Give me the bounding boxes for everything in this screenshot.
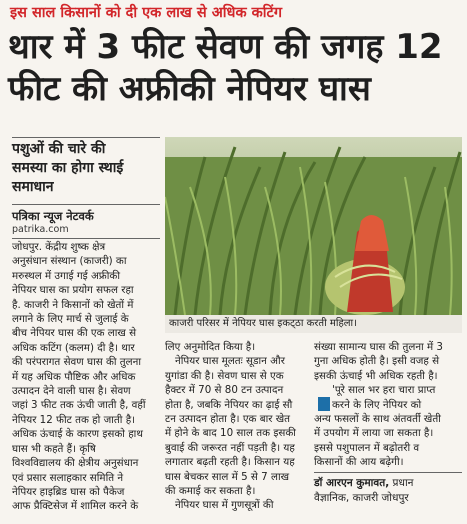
col1-line: नेपियर घास का प्रयोग सफल रहा <box>12 284 134 297</box>
deck-rule <box>12 204 160 205</box>
grass-photo <box>165 137 462 315</box>
col1-line: है. काजरी ने किसानों को खेतों में <box>12 298 134 311</box>
quote-icon <box>318 397 330 411</box>
col1-line: जोधपुर. केंद्रीय शुष्क क्षेत्र <box>12 241 106 253</box>
headline-line-2: फीट की अफ्रीकी नेपियर घास <box>8 69 371 109</box>
col2-line: युगांडा की है। सेवण घास से एक <box>165 369 284 382</box>
deck <box>12 140 160 197</box>
col2-line: घास बेचकर साल में 5 से 7 लाख <box>165 470 290 483</box>
col2-line: की कमाई कर सकता है। <box>165 485 256 498</box>
col2-line: लिए अनुमोदित किया है। <box>165 341 256 353</box>
col3-line: इससे पशुपालन में बढ़ोतरी व <box>314 441 420 454</box>
signature-name: डॉ आरएन कुमावत, <box>314 477 390 489</box>
column-1 <box>12 240 160 514</box>
col3-line: गुना अधिक होती है। इसी वजह से <box>314 355 440 368</box>
top-rule <box>12 137 160 138</box>
column-2 <box>165 340 307 513</box>
deck-line-1: पशुओं की चारे की <box>12 141 106 157</box>
col2-line: टन उत्पादन होता है। एक बार खेत <box>165 413 291 426</box>
col2-line: में होने के बाद 10 साल तक इसकी <box>165 427 296 440</box>
signature-rule <box>314 472 462 473</box>
kicker-line: इस साल किसानों को दी एक लाख से अधिक कटिंग <box>10 5 282 21</box>
col3-line: में उपयोग में लाया जा सकता है। <box>314 427 434 440</box>
col1-line: घास भी कहते हैं। कृषि <box>12 442 96 455</box>
byline-rule <box>12 238 160 239</box>
col1-line: अनुसंधान संस्थान (काजरी) का <box>12 255 127 268</box>
col1-line: एवं प्रसार सलाहकार समिति ने <box>12 471 124 484</box>
col1-line: नेपियर 12 फीट तक हो जाती है। <box>12 413 136 426</box>
col1-line: मरुस्थल में उगाई गई अफ्रीकी <box>12 269 120 282</box>
col2-line: होता है, जबकि नेपियर का ढ़ाई सौ <box>165 398 293 411</box>
col2-line: हैक्टर में 70 से 80 टन उत्पादन <box>165 384 284 397</box>
col2-line: बुवाई की जरूरत नहीं पड़ती है। यह <box>165 441 295 454</box>
col2-line: नेपियर घास मूलतः सूडान और <box>175 355 285 368</box>
deck-line-2: समस्या का होगा स्थाई <box>12 160 124 176</box>
col3-line: अन्य फसलों के साथ अंतवर्ती खेती <box>314 413 441 426</box>
col1-line: विश्वविद्यालय की क्षेत्रीय अनुसंधान <box>12 457 139 470</box>
col1-line: अधिक कटिंग (कलम) दी है। थार <box>12 341 135 354</box>
col2-line: लगातार बढ़ती रहती है। किसान यह <box>165 456 295 469</box>
website: patrika.com <box>12 224 69 235</box>
signature <box>314 476 414 491</box>
signature-title-line2: वैज्ञानिक, काजरी जोधपुर <box>314 492 409 504</box>
col3-line: करने के लिए नेपियर को <box>332 398 422 411</box>
col1-line: बीच नेपियर घास की एक लाख से <box>12 327 137 340</box>
col3-line: किसानों की आय बढ़ेगी। <box>314 456 404 469</box>
col3-line: 'पूरे साल भर हरा चारा प्राप्त <box>332 384 436 397</box>
headline <box>8 26 460 110</box>
napier-grass-image <box>165 137 462 315</box>
column-3 <box>314 340 462 470</box>
col1-line: लगाने के लिए मार्च से जुलाई के <box>12 313 129 326</box>
signature-title: प्रधान <box>392 477 414 489</box>
col1-line: नेपियर हाइब्रिड घास को पैकेज <box>12 485 125 498</box>
col3-line: इसकी ऊंचाई भी अधिक रहती है। <box>314 369 438 382</box>
col3-line: संख्या सामान्य घास की तुलना में 3 <box>314 341 443 353</box>
byline: पत्रिका न्यूज नेटवर्क <box>12 209 94 223</box>
col1-line: आफ प्रैक्टिसेज में शामिल करने के <box>12 500 139 513</box>
headline-line-1: थार में 3 फीट सेवण की जगह 12 <box>8 27 443 67</box>
col1-line: जहां 3 फीट तक ऊंची जाती है, वहीं <box>12 399 146 412</box>
deck-line-3: समाधान <box>12 179 54 195</box>
col1-line: अधिक ऊंचाई के कारण इसको हाथ <box>12 428 143 441</box>
col1-line: की परंपरागत सेवण घास की तुलना <box>12 356 142 369</box>
col1-line: में यह अधिक पौष्टिक और अधिक <box>12 370 136 383</box>
col1-line: उत्पादन देने वाली घास है। सेवण <box>12 385 131 398</box>
photo-caption: काजरी परिसर में नेपियर घास इकट्‌ठा करती महिला। <box>165 315 462 333</box>
col2-line: नेपियर घास में गुणसूत्रों की <box>175 499 274 512</box>
